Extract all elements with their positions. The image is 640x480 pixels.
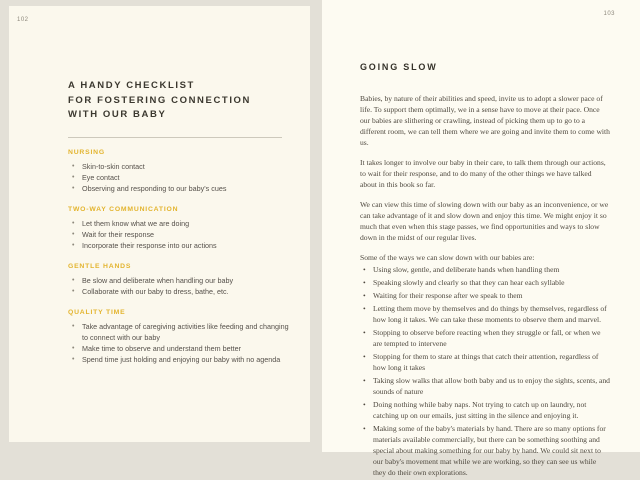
- list-item: [360, 375, 610, 397]
- bullet-dot-icon: •: [72, 344, 75, 352]
- checklist-item-text: Observing and responding to our baby's cues: [82, 183, 227, 193]
- list-item: [360, 264, 610, 275]
- bullet-dot-icon: •: [363, 376, 366, 385]
- body-paragraph: Babies, by nature of their abilities and speed, invite us to adopt a slower pace of life. To support them optimally, we in a sense have to move at their pace. Once our babies are slithering or crawling, instead of picking them up to go to a different room, we can tell them where we are going and invite them to come with us.: [360, 94, 610, 147]
- bullet-dot-icon: •: [72, 241, 75, 249]
- checklist-item-text: Skin-to-skin contact: [82, 161, 145, 171]
- checklist-item: [68, 183, 292, 194]
- checklist-item-text: Eye contact: [82, 172, 120, 182]
- list-item: [360, 399, 610, 421]
- bullet-dot-icon: •: [363, 424, 366, 433]
- checklist-title-line: FOR FOSTERING CONNECTION: [68, 94, 252, 106]
- page-number-left: 102: [17, 17, 29, 23]
- checklist-section: [68, 263, 292, 297]
- list-item-text: Waiting for their response after we speak to them: [373, 291, 523, 300]
- checklist-item-text: Take advantage of caregiving activities like feeding and changing to connect with our baby: [82, 321, 289, 342]
- list-item-text: Speaking slowly and clearly so that they can hear each syllable: [373, 278, 565, 287]
- list-item-text: Stopping for them to stare at things that catch their attention, regardless of how long it takes: [373, 352, 599, 372]
- slow-down-list: [360, 264, 610, 478]
- chapter-paragraphs: [360, 93, 610, 243]
- section-heading: NURSING: [68, 148, 105, 156]
- bullet-dot-icon: •: [363, 304, 366, 313]
- list-item-text: Stopping to observe before reacting when they struggle or fall, or when we are tempted to intervene: [373, 328, 601, 348]
- checklist-item: [68, 218, 292, 229]
- checklist-title-line: A HANDY CHECKLIST: [68, 80, 195, 91]
- checklist-section: [68, 149, 292, 194]
- list-intro: Some of the ways we can slow down with our babies are:: [360, 253, 535, 262]
- checklist-item-text: Let them know what we are doing: [82, 218, 190, 228]
- list-item-text: Making some of the baby's materials by hand. There are so many options for materials available commercially, but there can be something soothing and special about making something for our baby by hand. We could sit next to our baby's movement mat while we are working, so they can see us while they do their own explorations.: [373, 424, 606, 477]
- bullet-dot-icon: •: [72, 230, 75, 238]
- bullet-dot-icon: •: [72, 322, 75, 330]
- list-item-text: Letting them move by themselves and do things by themselves, regardless of how long it takes. We can take these moments to observe them and marvel.: [373, 304, 607, 324]
- checklist-title-line: WITH OUR BABY: [68, 109, 167, 120]
- bullet-dot-icon: •: [72, 287, 75, 295]
- bullet-dot-icon: •: [72, 173, 75, 181]
- checklist-section: [68, 309, 292, 365]
- list-item: [360, 277, 610, 288]
- bullet-dot-icon: •: [363, 291, 366, 300]
- list-item-text: Using slow, gentle, and deliberate hands when handling them: [373, 265, 560, 274]
- checklist-item: [68, 275, 292, 286]
- body-paragraph: It takes longer to involve our baby in their care, to talk them through our actions, to wait for their response, and to do many of the other things we have talked about in this book so far.: [360, 158, 606, 189]
- left-page: [9, 6, 310, 442]
- checklist-item-text: Be slow and deliberate when handling our baby: [82, 275, 234, 285]
- checklist-item: [68, 172, 292, 183]
- checklist-item: [68, 321, 292, 343]
- right-page: [322, 0, 640, 477]
- bullet-dot-icon: •: [72, 184, 75, 192]
- bullet-dot-icon: •: [363, 400, 366, 409]
- section-heading: TWO-WAY COMMUNICATION: [68, 205, 179, 213]
- checklist-item: [68, 161, 292, 172]
- list-item: [360, 303, 610, 325]
- checklist-item: [68, 286, 292, 297]
- bullet-dot-icon: •: [72, 162, 75, 170]
- checklist-section: [68, 206, 292, 251]
- checklist-content: [68, 79, 292, 377]
- checklist-item-text: Spend time just holding and enjoying our baby with no agenda: [82, 354, 281, 364]
- section-heading: QUALITY TIME: [68, 308, 126, 316]
- checklist-item-text: Collaborate with our baby to dress, bathe, etc.: [82, 286, 229, 296]
- bullet-dot-icon: •: [363, 278, 366, 287]
- bullet-dot-icon: •: [363, 265, 366, 274]
- body-paragraph: We can view this time of slowing down with our baby as an inconvenience, or we can take advantage of it and slow down and enjoy this time. We might enjoy it so much that even when this stage passes, we find opportunities and ways to slow down in the midst of our regular lives.: [360, 200, 609, 242]
- bullet-dot-icon: •: [72, 355, 75, 363]
- chapter-content: [360, 62, 610, 480]
- checklist-item-text: Wait for their response: [82, 229, 155, 239]
- list-item: [360, 290, 610, 301]
- bullet-dot-icon: •: [72, 219, 75, 227]
- checklist-sections: [68, 149, 292, 365]
- checklist-item-text: Make time to observe and understand them better: [82, 343, 242, 353]
- bullet-dot-icon: •: [72, 276, 75, 284]
- checklist-item: [68, 229, 292, 240]
- page-number-right: 103: [603, 11, 615, 17]
- divider-rule: [68, 137, 282, 138]
- list-item: [360, 423, 610, 478]
- chapter-heading: GOING SLOW: [360, 62, 438, 72]
- section-heading: GENTLE HANDS: [68, 262, 132, 270]
- checklist-title: [68, 79, 292, 123]
- list-item-text: Doing nothing while baby naps. Not trying to catch up on laundry, not catching up on our emails, just sitting in the silence and enjoying it.: [373, 400, 587, 420]
- checklist-item: [68, 240, 292, 251]
- checklist-item: [68, 354, 292, 365]
- bullet-dot-icon: •: [363, 352, 366, 361]
- list-item: [360, 327, 610, 349]
- bullet-dot-icon: •: [363, 328, 366, 337]
- checklist-item: [68, 343, 292, 354]
- list-item: [360, 351, 610, 373]
- checklist-item-text: Incorporate their response into our actions: [82, 240, 217, 250]
- list-item-text: Taking slow walks that allow both baby and us to enjoy the sights, scents, and sounds of nature: [373, 376, 610, 396]
